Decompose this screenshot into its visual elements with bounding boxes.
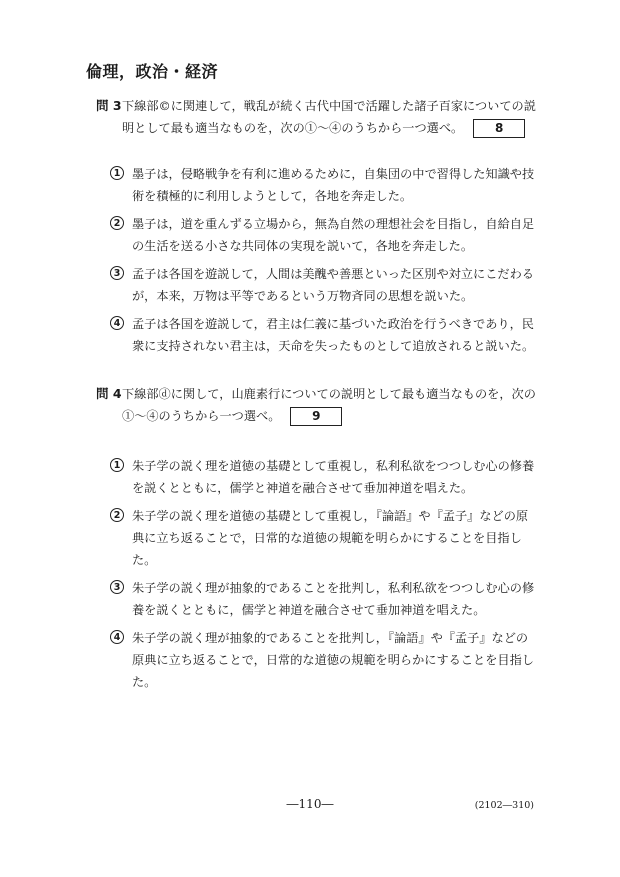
- option-text: 孟子は各国を遊説して，君主は仁義に基づいた政治を行うべきであり，民衆に支持されない君主は，天命を失ったものとして追放されると説いた。: [132, 317, 535, 353]
- option-number-circle: 2: [110, 508, 124, 522]
- answer-box: 8: [473, 119, 525, 138]
- option-number-circle: 4: [110, 630, 124, 644]
- option-text: 朱子学の説く理が抽象的であることを批判し，私利私欲をつつしむ心の修養を説くとともに，儒学と神道を融合させて垂加神道を唱えた。: [132, 581, 535, 617]
- question-4: [96, 383, 536, 427]
- option-4: [110, 627, 540, 693]
- option-text: 朱子学の説く理を道徳の基礎として重視し，『論語』や『孟子』などの原典に立ち返ることで，日常的な道徳の規範を明らかにすることを目指した。: [132, 509, 529, 567]
- question-4-options: [110, 455, 540, 699]
- question-text: [122, 95, 536, 139]
- option-number-circle: 3: [110, 266, 124, 280]
- option-number-circle: 1: [110, 458, 124, 472]
- page-number: ―110―: [286, 797, 334, 811]
- option-text: 墨子は，侵略戦争を有利に進めるために，自集団の中で習得した知識や技術を積極的に利用しようとして，各地を奔走した。: [132, 167, 535, 203]
- option-number-circle: 3: [110, 580, 124, 594]
- option-number-circle: 4: [110, 316, 124, 330]
- question-number: 問 4: [96, 386, 122, 401]
- exam-code: (2102―310): [474, 800, 534, 811]
- question-stem: 下線部ⓓに関して，山鹿素行についての説明として最も適当なものを，次の①～④のうちから一つ選べ。: [122, 387, 536, 423]
- option-3: [110, 263, 540, 307]
- option-text: 朱子学の説く理を道徳の基礎として重視し，私利私欲をつつしむ心の修養を説くとともに，儒学と神道を融合させて垂加神道を唱えた。: [132, 459, 535, 495]
- option-number-circle: 1: [110, 166, 124, 180]
- option-2: [110, 505, 540, 571]
- section-title: 倫理，政治・経済: [86, 62, 219, 81]
- option-1: [110, 455, 540, 499]
- question-text: [122, 383, 536, 427]
- option-text: 朱子学の説く理が抽象的であることを批判し，『論語』や『孟子』などの原典に立ち返ることで，日常的な道徳の規範を明らかにすることを目指した。: [132, 631, 534, 689]
- option-4: [110, 313, 540, 357]
- question-3-options: [110, 163, 540, 363]
- option-1: [110, 163, 540, 207]
- option-text: 墨子は，道を重んずる立場から，無為自然の理想社会を目指し，自給自足の生活を送る小さな共同体の実現を説いて，各地を奔走した。: [132, 217, 535, 253]
- answer-box: 9: [290, 407, 342, 426]
- question-number: 問 3: [96, 98, 122, 113]
- option-2: [110, 213, 540, 257]
- option-3: [110, 577, 540, 621]
- option-text: 孟子は各国を遊説して，人間は美醜や善悪といった区別や対立にこだわるが，本来，万物は平等であるという万物斉同の思想を説いた。: [132, 267, 534, 303]
- option-number-circle: 2: [110, 216, 124, 230]
- question-stem: 下線部©に関連して，戦乱が続く古代中国で活躍した諸子百家についての説明として最も適当なものを，次の①～④のうちから一つ選べ。: [122, 99, 536, 135]
- question-3: [96, 95, 536, 139]
